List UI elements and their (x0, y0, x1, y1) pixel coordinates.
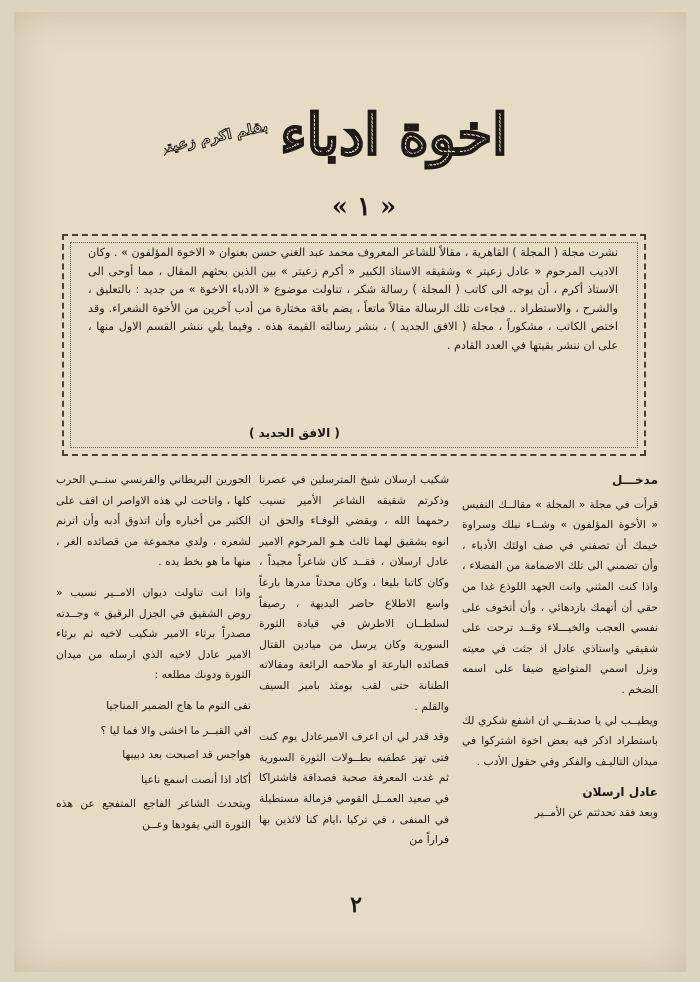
magazine-page (14, 12, 686, 972)
column-right (462, 470, 658, 834)
title-main: اخوة ادباء (280, 102, 508, 168)
paragraph: قرأت في مجلة « المجلة » مقالــك النفيس « الأخوة المؤلفون » وشــاء نبلك وسراوة خيمك أن تصفني في صف اولئك الأدباء ، وأن تضمني الى تلك الاضمامة من الفضلاء ، واذا كنت المثني وانت الجهد اللوذع غدا من حقي أن أتهمك بازدهائي ، وأن أتخوف على نفسي العجب والخيـــلاء وقــد ترحت على شقيقي واستاذي عادل اذ جئت في معيته ونزل اسمي المتواضع ضيفا على اسمه الضخم . (462, 497, 658, 696)
paragraph: شكيب ارسلان شيخ المترسلين في عصرنا وذكرتم شقيقه الشاعر الأمير نسيب رحمهما الله ، ويقضي الوفـاء والحق ان انوه بشقيق لهما ثالث هـو المرحوم الامير عادل ارسلان ، فقــد كان شاعراً مجيداً ، وكان كاتبا بليغا ، وكان محدثاً مدرها بارعاً واسع الاطلاع حاضر البديهة ، رصيفاً لسلطــان الاطرش في قيادة الثورة السورية وكان يرسل من ميادين القتال قصائده البارعة او ملاحمه الرائعة ومقالاته الطنانة حتى لقب بومئذ بامير السيف والقلم . (259, 473, 449, 713)
paragraph: ويطيــب لي يا صديقــي ان اشفع شكري لك باستطراد اذكر فيه بعض اخوة اشتركوا في ميدان التاليـف والفكر وفي حقول الأدب . (462, 713, 658, 768)
paragraph: ويتحدث الشاعر الفاجع المتفجع عن هذه الثورة التي يقودها وعــن (56, 797, 251, 831)
intro-signature: ( الافق الجديد ) (249, 426, 340, 440)
title-author: بقلم اكرم زعيتر (164, 118, 270, 158)
poem-verse: هواجس قد اصبحت بعد دبيبها (122, 748, 251, 762)
poem-verse: نفى النوم ما هاج الضمير المناجيا (106, 698, 251, 712)
calligraphic-title-logo (164, 92, 544, 172)
intro-text: نشرت مجلة ( المجلة ) القاهرية ، مقالاً للشاعر المعروف محمد عبد الغني حسن بعنوان « الاخوة المؤلفون » . وكان الاديب المرحوم « عادل زعيتر » وشقيقه الاستاذ الكبير « أكرم زعيتر » بين الذين بحثهم المقال ، مما أوحى الى الاستاذ أكرم ، أن يوجه الى كاتب ( المجلة ) رسالة شكر ، تناولت موضوع « الادباء الاخوة » من جديد : بالتعليق ، والشرح ، والاستطراد .. فجاءت تلك الرسالة مقالاً ماتعاً ، يضم باقة مختارة من أدب آخرين من الأخوة الشعراء. وقد اختص الكاتب ، مشكوراً ، مجلة ( الافق الجديد ) ، بنشر رسالته القيمة هذه . وفيما يلي ننشر القسم الاول منها ، على ان ننشر بقيتها في العدد القادم . (88, 246, 618, 352)
page-number: ٢ (350, 892, 362, 918)
column-middle (259, 470, 449, 861)
poem-verse: افي القبــر ما اخشى والا فما ليا ؟ (100, 723, 251, 737)
column-left (56, 470, 251, 846)
part-number: « ١ » (331, 192, 397, 222)
intro-box (62, 234, 646, 456)
paragraph: وبعد فقد تحدثتم عن الأمــير (534, 805, 658, 819)
section-heading-intro: مدخـــل (611, 473, 658, 487)
paragraph: الجورين البريطاني والفرنسي سنــي الحرب كلها ، واتاحت لي هذه الاواصر ان اقف على الكثير من أخباره وأن اتذوق أدبه وأن اترنم لشعره ، ولدي مجموعة من قصائده الغر ، منها ما هو بخط يده . (56, 473, 251, 569)
paragraph: وقد قدر لي ان اعرف الاميرعادل يوم كنت فتى تهز عطفيه بطــولات الثورة السورية ثم غدت المعرفة صحبة فصداقة فاشتراكا في صعيد العمــل القومي فزمالة مستطيلة في المنفى ، في تركيا ،ايام كنا لائذين بها فراراً من (259, 730, 449, 847)
article-title (164, 92, 544, 172)
poem-verse: أكاد اذا أنصت اسمع ناعيا (140, 772, 251, 786)
poem-verses (56, 696, 251, 790)
paragraph: واذا انت تناولت ديوان الامــير نسيب « روض الشقيق في الجزل الرقيق » وجــدته مصدراً برثاء الامير شكيب لاخيه ثم برثاء الامير عادل لاخيه الذي ارسله من ميدان الثورة ودونك مطلعه : (56, 585, 251, 682)
section-heading-adel-arslan: عادل ارسلان (582, 785, 658, 800)
